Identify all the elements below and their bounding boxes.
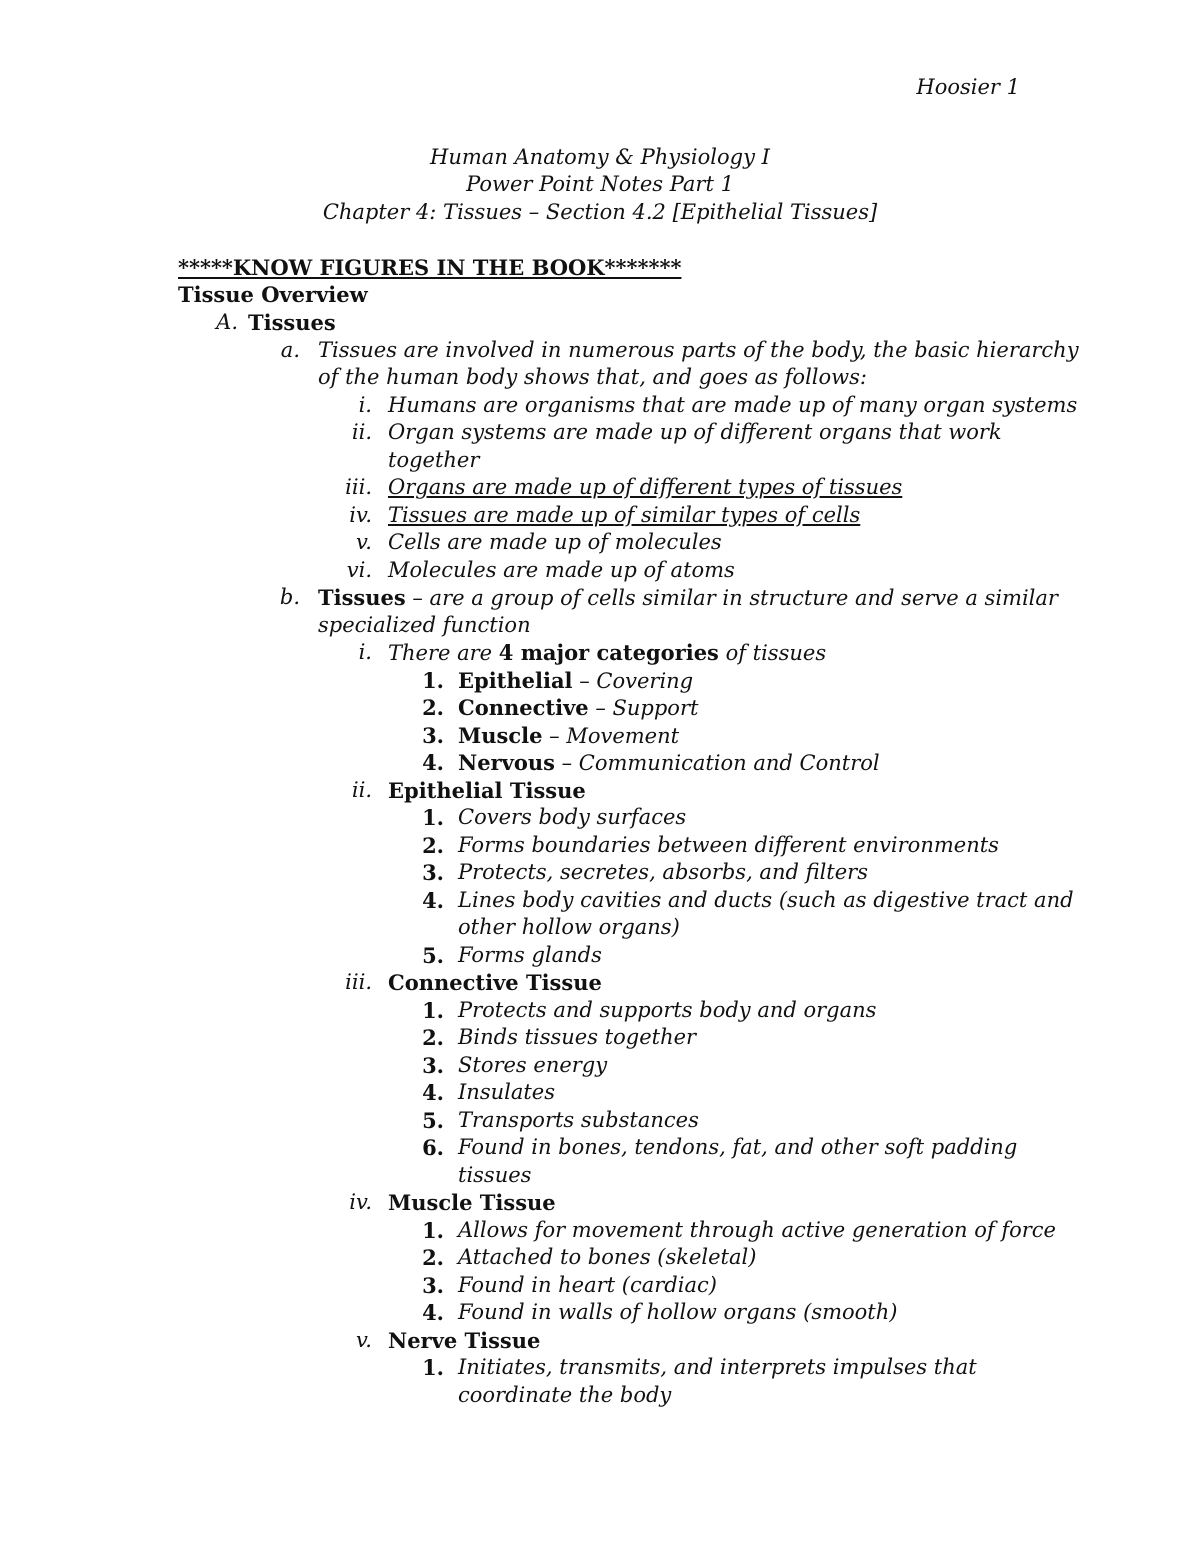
number-marker: 1. (422, 668, 444, 693)
number-marker: 3. (422, 1273, 444, 1298)
list-item-continued: coordinate the body (458, 1383, 672, 1407)
list-marker: v. (355, 530, 372, 554)
list-item: Forms boundaries between different environments (458, 833, 999, 857)
outline-b-text-1 (318, 584, 1058, 611)
list-item (458, 722, 679, 749)
list-item: Allows for movement through active generation of force (458, 1218, 1056, 1242)
category-term: Connective (458, 695, 589, 720)
title-line-2: Power Point Notes Part 1 (466, 172, 734, 196)
list-item: Initiates, transmits, and interprets impulses that (458, 1355, 977, 1379)
number-marker: 4. (422, 1080, 444, 1105)
title-line-3: Chapter 4: Tissues – Section 4.2 [Epithelial Tissues] (322, 200, 878, 224)
list-marker: i. (358, 640, 372, 664)
category-desc: – Covering (572, 669, 694, 693)
subsection-heading-muscle: Muscle Tissue (388, 1190, 556, 1215)
outline-a-text-2: of the human body shows that, and goes as follows: (318, 365, 867, 389)
number-marker: 2. (422, 1025, 444, 1050)
list-item: Tissues are made up of similar types of cells (388, 503, 861, 527)
categories-intro (388, 639, 826, 666)
subsection-heading-epithelial: Epithelial Tissue (388, 778, 586, 803)
list-item: Binds tissues together (458, 1025, 697, 1049)
outline-A-label: Tissues (248, 310, 336, 335)
list-marker: vi. (346, 558, 372, 582)
outline-b-text-2: specialized function (318, 613, 531, 637)
know-figures-banner: *****KNOW FIGURES IN THE BOOK******* (178, 255, 682, 280)
subsection-heading-nerve: Nerve Tissue (388, 1328, 541, 1353)
list-item (458, 694, 698, 721)
list-item-continued: other hollow organs) (458, 915, 680, 939)
list-item: Found in bones, tendons, fat, and other soft padding (458, 1135, 1018, 1159)
list-item: Found in heart (cardiac) (458, 1273, 717, 1297)
list-item: Found in walls of hollow organs (smooth) (458, 1300, 898, 1324)
list-item: Forms glands (458, 943, 602, 967)
list-marker: i. (358, 393, 372, 417)
category-desc: – Communication and Control (554, 751, 880, 775)
number-marker: 6. (422, 1135, 444, 1160)
category-term: Epithelial (458, 668, 573, 693)
list-marker: iii. (345, 475, 372, 499)
list-item: Transports substances (458, 1108, 699, 1132)
number-marker: 2. (422, 1245, 444, 1270)
list-item: Protects and supports body and organs (458, 998, 877, 1022)
number-marker: 4. (422, 1300, 444, 1325)
list-item: Attached to bones (skeletal) (458, 1245, 757, 1269)
list-marker: iv. (349, 1190, 372, 1214)
list-item: Protects, secretes, absorbs, and filters (458, 860, 868, 884)
list-item-continued: tissues (458, 1163, 532, 1187)
outline-marker-a: a. (280, 338, 300, 362)
number-marker: 3. (422, 723, 444, 748)
number-marker: 2. (422, 833, 444, 858)
number-marker: 4. (422, 888, 444, 913)
category-desc: – Movement (542, 724, 680, 748)
number-marker: 4. (422, 750, 444, 775)
category-desc: – Support (588, 696, 699, 720)
subsection-heading-connective: Connective Tissue (388, 970, 602, 995)
categories-post: of tissues (718, 641, 827, 665)
list-item: Cells are made up of molecules (388, 530, 722, 554)
list-item (458, 667, 693, 694)
list-marker: v. (355, 1328, 372, 1352)
list-item (458, 749, 880, 776)
categories-count: 4 (498, 640, 514, 665)
outline-marker-b: b. (279, 585, 300, 609)
list-item: Lines body cavities and ducts (such as digestive tract and (458, 888, 1074, 912)
number-marker: 1. (422, 1355, 444, 1380)
list-item: Covers body surfaces (458, 805, 687, 829)
number-marker: 3. (422, 860, 444, 885)
outline-b-definition: – are a group of cells similar in structure and serve a similar (405, 586, 1058, 610)
list-marker: iv. (349, 503, 372, 527)
list-item: Insulates (458, 1080, 556, 1104)
list-item: Stores energy (458, 1053, 608, 1077)
category-term: Nervous (458, 750, 555, 775)
running-head: Hoosier 1 (916, 75, 1020, 99)
outline-b-term: Tissues (318, 585, 406, 610)
categories-bold: major categories (513, 640, 719, 665)
number-marker: 1. (422, 805, 444, 830)
number-marker: 1. (422, 1218, 444, 1243)
number-marker: 5. (422, 943, 444, 968)
title-line-1: Human Anatomy & Physiology I (430, 145, 770, 169)
list-item: Organs are made up of different types of tissues (388, 475, 903, 499)
number-marker: 2. (422, 695, 444, 720)
list-item-continued: together (388, 448, 480, 472)
list-item: Molecules are made up of atoms (388, 558, 735, 582)
outline-marker-A: A. (216, 310, 238, 334)
outline-a-text-1: Tissues are involved in numerous parts of the body, the basic hierarchy (318, 338, 1079, 362)
number-marker: 1. (422, 998, 444, 1023)
number-marker: 3. (422, 1053, 444, 1078)
list-marker: iii. (345, 970, 372, 994)
categories-pre: There are (388, 641, 499, 665)
number-marker: 5. (422, 1108, 444, 1133)
list-marker: ii. (351, 778, 372, 802)
list-item: Organ systems are made up of different organs that work (388, 420, 1002, 444)
section-heading: Tissue Overview (178, 282, 368, 307)
list-item: Humans are organisms that are made up of many organ systems (388, 393, 1078, 417)
list-marker: ii. (351, 420, 372, 444)
category-term: Muscle (458, 723, 543, 748)
